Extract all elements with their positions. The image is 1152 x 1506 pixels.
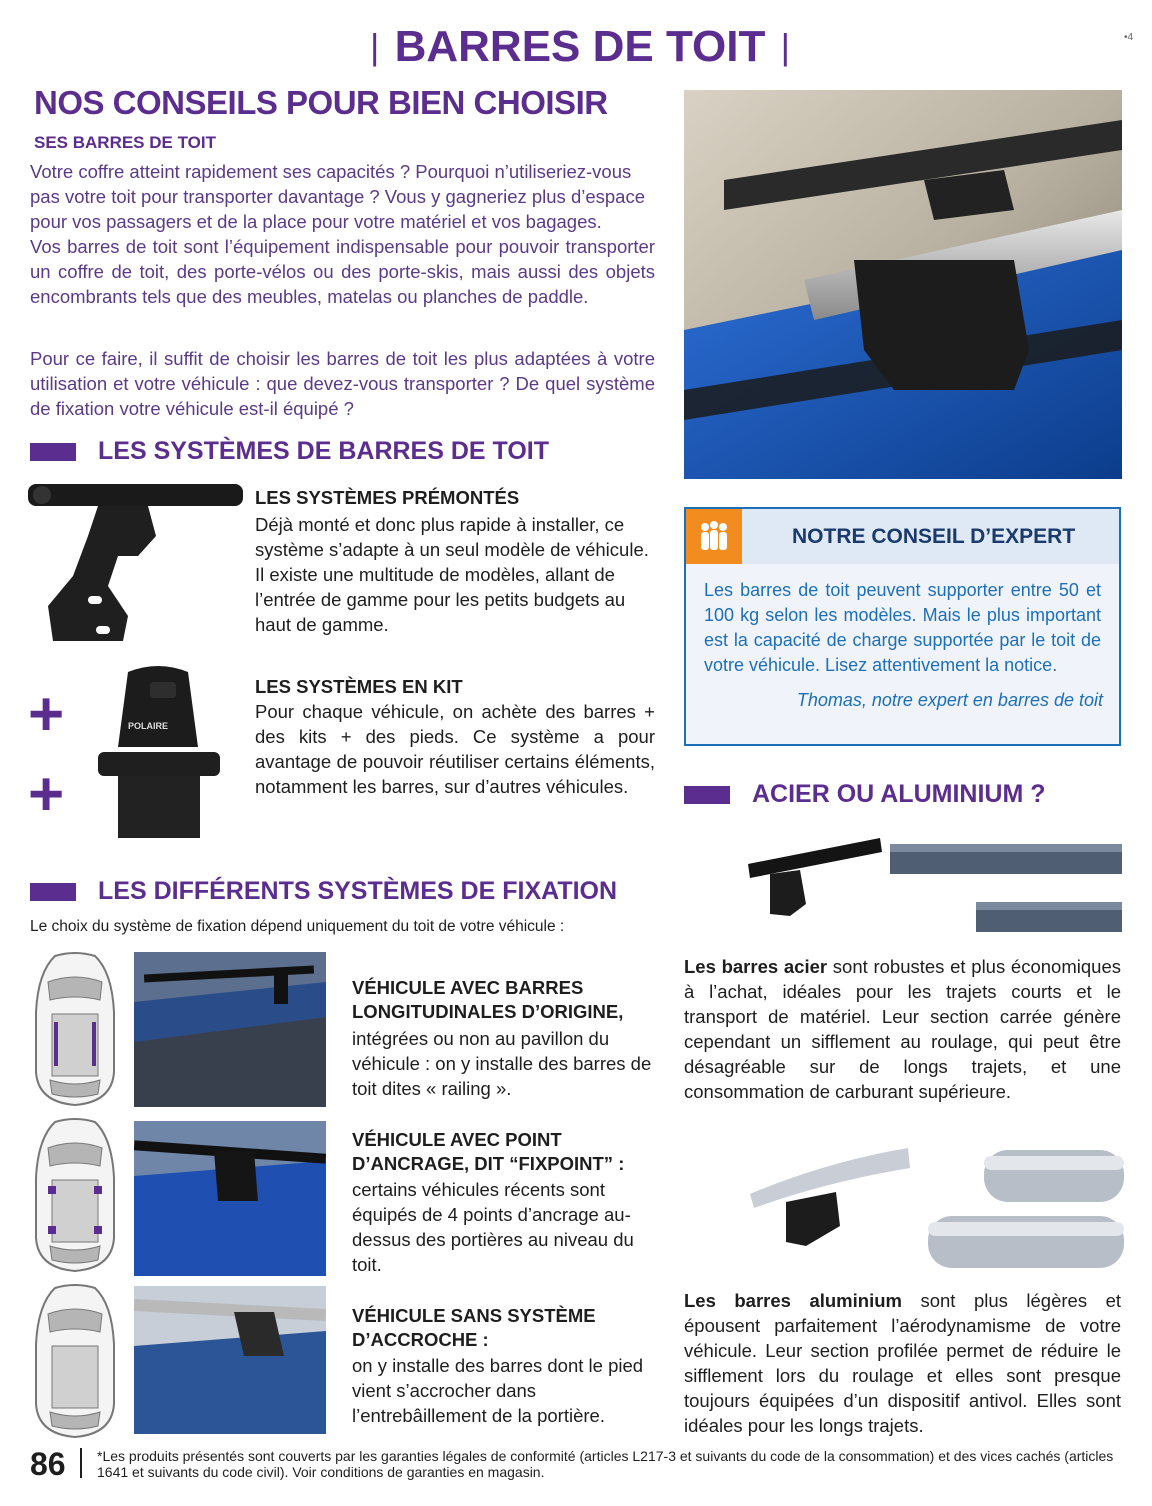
kit-title: LES SYSTÈMES EN KIT xyxy=(255,676,463,697)
fixation-item-2-title: VÉHICULE AVEC POINT D’ANCRAGE, DIT “FIXPOINT” : xyxy=(352,1129,625,1174)
expert-advice-box xyxy=(684,507,1121,746)
steel-label: Les barres acier xyxy=(684,956,828,977)
intro-heading: NOS CONSEILS POUR BIEN CHOISIR xyxy=(34,84,608,121)
aluminium-label: Les barres aluminium xyxy=(684,1290,902,1311)
plus-icon: + xyxy=(28,760,65,829)
systems-heading-text: LES SYSTÈMES DE BARRES DE TOIT xyxy=(98,437,550,465)
car-outline-no-system-icon xyxy=(30,1284,120,1440)
heading-marker xyxy=(30,443,76,461)
no-system-photo xyxy=(134,1286,326,1434)
fixation-item-3-text: on y installe des barres dont le pied vient s’accrocher dans l’entrebâillement de la portière. xyxy=(352,1355,644,1426)
premounted-text: Déjà monté et donc plus rapide à installer, ce système s’adapte à un seul modèle de véhicule. Il existe une multitude de modèles, allant de l’entrée de gamme pour les petits budgets au haut de gamme. xyxy=(255,514,649,635)
fixation-item-1-title: VÉHICULE AVEC BARRES LONGITUDINALES D’ORIGINE, xyxy=(352,977,624,1022)
expert-text: Les barres de toit peuvent supporter entre 50 et 100 kg selon les modèles. Mais le plus important est la capacité de charge supportée par le toit de votre véhicule. Lisez attentivement la notice. xyxy=(704,580,1101,675)
fixpoint-photo xyxy=(134,1121,326,1276)
footer-divider xyxy=(80,1448,82,1478)
car-outline-railing-icon xyxy=(30,952,120,1108)
steel-text: sont robustes et plus économiques à l’achat, idéales pour les trajets courts et le transport de matériel. Leur section carrée génère cependant un sifflement au roulage, qui peut être désagréable sur de longs trajets, et une consommation de carburant supérieure. xyxy=(684,956,1121,1102)
intro-paragraph-3: Pour ce faire, il suffit de choisir les barres de toit les plus adaptées à votre utilisation et votre véhicule : que devez-vous transporter ? De quel système de fixation votre véhicule est-il équipé ? xyxy=(30,348,655,419)
title-bar-right: | xyxy=(780,26,790,67)
fixation-heading-text: LES DIFFÉRENTS SYSTÈMES DE FIXATION xyxy=(98,877,618,905)
expert-title: NOTRE CONSEIL D’EXPERT xyxy=(792,524,1076,548)
page-title-text: BARRES DE TOIT xyxy=(394,22,766,71)
side-tab: •4 xyxy=(1124,32,1134,43)
people-icon xyxy=(686,509,742,564)
aluminium-text: sont plus légères et épousent parfaitement l’aérodynamisme de votre véhicule. Leur section profilée permet de réduire le sifflement lors du roulage et elles sont presque toujours équipées d’un dispositif antivol. Elles sont idéales pour les longs trajets. xyxy=(684,1290,1121,1436)
title-bar-left: | xyxy=(370,26,380,67)
systems-heading xyxy=(30,437,549,466)
expert-signature: Thomas, notre expert en barres de toit xyxy=(796,690,1103,710)
material-heading-text: ACIER OU ALUMINIUM ? xyxy=(752,780,1046,808)
fixation-item-1-text: intégrées ou non au pavillon du véhicule : on y installe des barres de toit dites « railing ». xyxy=(352,1028,652,1099)
intro-paragraph-1: Votre coffre atteint rapidement ses capacités ? Pourquoi n’utiliseriez-vous pas votre toit pour transporter davantage ? Vous y gagneriez plus d’espace pour vos passagers et de la place pour votre matériel et vos bagages. xyxy=(30,161,645,232)
heading-marker xyxy=(684,786,730,804)
steel-bars-image xyxy=(740,834,1124,944)
page-number: 86 xyxy=(30,1446,66,1482)
aluminium-bars-image xyxy=(746,1142,1124,1274)
page-title xyxy=(370,22,790,72)
kit-text: Pour chaque véhicule, on achète des barres + des kits + des pieds. Ce système a pour avantage de pouvoir réutiliser certains éléments, notamment les barres, sur d’autres véhicules. xyxy=(255,701,655,797)
heading-marker xyxy=(30,883,76,901)
steel-description xyxy=(684,954,1121,1104)
railing-photo xyxy=(134,952,326,1107)
fixation-item-2-text: certains véhicules récents sont équipés de 4 points d’ancrage au-dessus des portières au niveau du toit. xyxy=(352,1179,634,1275)
intro-subheading: SES BARRES DE TOIT xyxy=(34,133,216,152)
fixation-heading xyxy=(30,877,617,906)
kit-foot-image xyxy=(98,662,220,842)
plus-icon: + xyxy=(28,680,65,749)
fixation-intro: Le choix du système de fixation dépend uniquement du toit de votre véhicule : xyxy=(30,918,565,935)
premounted-title: LES SYSTÈMES PRÉMONTÉS xyxy=(255,487,520,508)
fixation-item-3-title: VÉHICULE SANS SYSTÈME D’ACCROCHE : xyxy=(352,1305,596,1350)
hero-photo-roof-bar xyxy=(684,90,1122,479)
aluminium-description xyxy=(684,1288,1121,1438)
intro-paragraph-2: Vos barres de toit sont l’équipement indispensable pour pouvoir transporter un coffre de toit, des porte-vélos ou des porte-skis, mais aussi des objets encombrants tels que des meubles, matelas ou planches de paddle. xyxy=(30,236,655,307)
kit-brand: POLAIRE xyxy=(128,721,169,731)
material-heading xyxy=(684,780,1046,809)
premounted-system-image xyxy=(28,476,243,646)
car-outline-fixpoint-icon xyxy=(30,1118,120,1274)
footer-legal-note: *Les produits présentés sont couverts par les garanties légales de conformité (articles L217-3 et suivants du code de la consommation) et des vices cachés (articles 1641 et suivants du code civil). Voir conditions de garanties en magasin. xyxy=(97,1448,1114,1480)
expert-header xyxy=(686,509,1119,564)
